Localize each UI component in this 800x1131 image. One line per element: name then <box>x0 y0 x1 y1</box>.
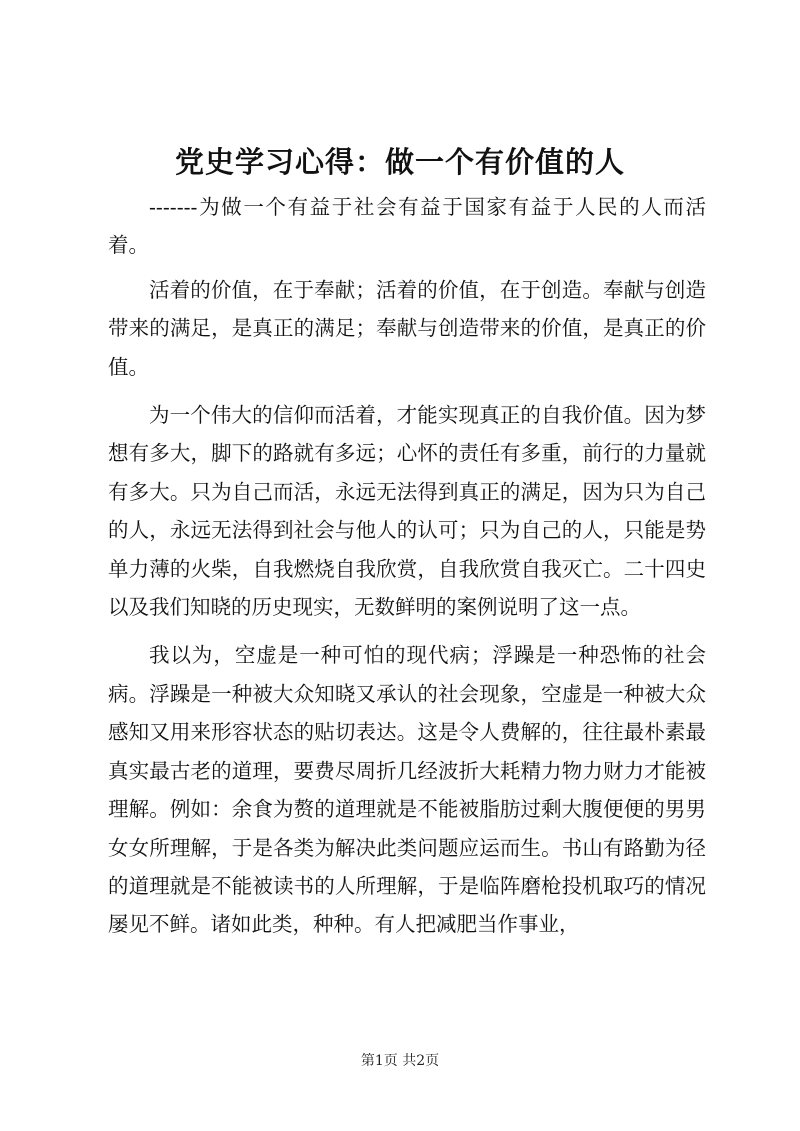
document-body <box>108 188 706 954</box>
subtitle-paragraph: -------为做一个有益于社会有益于国家有益于人民的人而活着。 <box>108 195 706 258</box>
page-title: 党史学习心得：做一个有价值的人 <box>174 145 625 179</box>
body-paragraph-1: 活着的价值，在于奉献；活着的价值，在于创造。奉献与创造带来的满足，是真正的满足；奉献与创造带来的价值，是真正的价值。 <box>108 277 706 379</box>
page-footer: 第1页 共2页 <box>360 1053 440 1069</box>
body-paragraph-3: 我以为，空虚是一种可怕的现代病；浮躁是一种恐怖的社会病。浮躁是一种被大众知晓又承认的社会现象，空虚是一种被大众感知又用来形容状态的贴切表达。这是令人费解的，往往最朴素最真实最古老的道理，要费尽周折几经波折大耗精力物力财力才能被理解。例如：余食为赘的道理就是不能被脂肪过剩大腹便便的男男女女所理解，于是各类为解决此类问题应运而生。书山有路勤为径的道理就是不能被读书的人所理解，于是临阵磨枪投机取巧的情况屡见不鲜。诸如此类，种种。有人把减肥当作事业， <box>108 643 706 937</box>
body-paragraph-2: 为一个伟大的信仰而活着，才能实现真正的自我价值。因为梦想有多大，脚下的路就有多远；心怀的责任有多重，前行的力量就有多大。只为自己而活，永远无法得到真正的满足，因为只为自己的人，永远无法得到社会与他人的认可；只为自己的人，只能是势单力薄的火柴，自我燃烧自我欣赏，自我欣赏自我灭亡。二十四史以及我们知晓的历史现实，无数鲜明的案例说明了这一点。 <box>108 403 706 620</box>
